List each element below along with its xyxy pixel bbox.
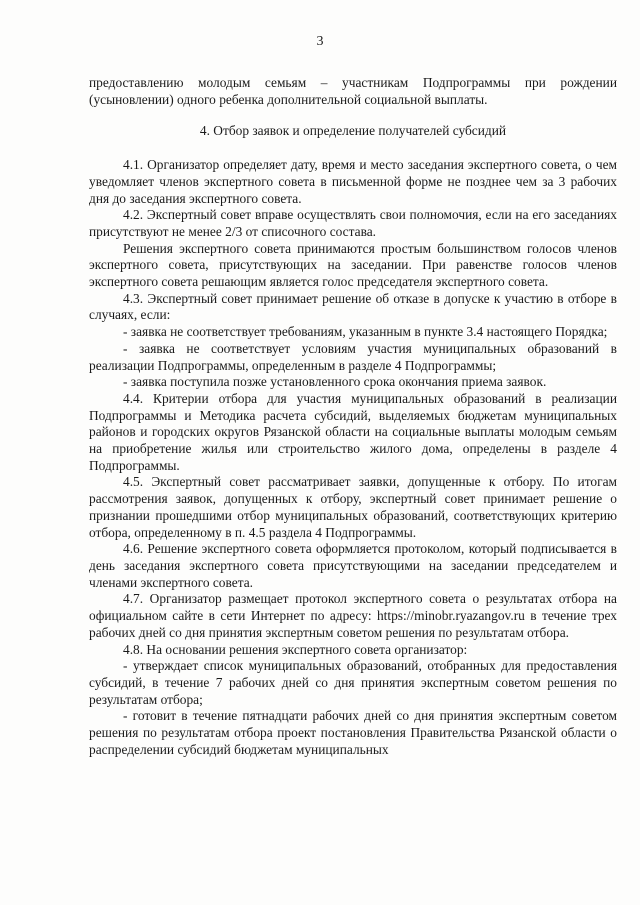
paragraph-4-3: 4.3. Экспертный совет принимает решение об отказе в допуске к участию в отборе в случаях, если: [89, 290, 617, 323]
paragraph-4-1: 4.1. Организатор определяет дату, время и место заседания экспертного совета, о чем уведомляет членов экспертного совета в письменной форме не позднее чем за 3 рабочих дня до заседания экспертного совета. [89, 157, 617, 206]
paragraph-4-2: 4.2. Экспертный совет вправе осуществлять свои полномочия, если на его заседаниях присутствуют не менее 2/3 от списочного состава. [89, 207, 617, 239]
list-item-refusal-1: - заявка не соответствует требованиям, указанным в пункте 3.4 настоящего Порядка; [123, 324, 608, 340]
list-item-refusal-2: - заявка не соответствует условиям участия муниципальных образований в реализации Подпрограммы, определенным в разделе 4 Подпрограммы; [89, 340, 617, 373]
paragraph-4-6: 4.6. Решение экспертного совета оформляется протоколом, который подписывается в день заседания экспертного совета присутствующими на заседании председателем и членами экспертного совета. [89, 541, 617, 590]
paragraph-4-7: 4.7. Организатор размещает протокол экспертного совета о результатах отбора на официальном сайте в сети Интернет по адресу: https://minobr.ryazangov.ru в течение трех рабочих дней со дня принятия экспертным советом решения по результатам отбора. [89, 591, 617, 640]
list-item-organizer-2: - готовит в течение пятнадцати рабочих дней со дня принятия экспертным советом решения по результатам отбора проект постановления Правительства Рязанской области о распределении субсидий бюджетам муниципальных [89, 708, 617, 757]
document-body [89, 75, 617, 758]
list-item-organizer-1: - утверждает список муниципальных образований, отобранных для предоставления субсидий, в течение 7 рабочих дней со дня принятия экспертным советом решения по результатам отбора; [89, 658, 617, 707]
paragraph-decisions: Решения экспертного совета принимаются простым большинством голосов членов экспертного совета, присутствующих на заседании. При равенстве голосов членов экспертного совета решающим является голос председателя экспертного совета. [89, 240, 617, 290]
page-number: 3 [316, 34, 324, 49]
intro-paragraph: предоставлению молодым семьям – участникам Подпрограммы при рождении (усыновлении) одного ребенка дополнительной социальной выплаты. [89, 75, 617, 107]
list-item-refusal-3: - заявка поступила позже установленного срока окончания приема заявок. [123, 374, 547, 390]
paragraph-4-5: 4.5. Экспертный совет рассматривает заявки, допущенные к отбору. По итогам рассмотрения заявок, допущенных к отбору, экспертный совет принимает решение о признании прошедшими отбор муниципальных образований, соответствующих критерию отбора, определенному в п. 4.5 раздела 4 Подпрограммы. [89, 474, 617, 540]
paragraph-4-4: 4.4. Критерии отбора для участия муниципальных образований в реализации Подпрограммы и Методика расчета субсидий, выделяемых бюджетам муниципальных районов и городских округов Рязанской области на социальные выплаты молодым семьям на приобретение жилья или строительство жилого дома, определены в разделе 4 Подпрограммы. [89, 390, 617, 473]
paragraph-4-8: 4.8. На основании решения экспертного совета организатор: [123, 641, 468, 657]
section-heading: 4. Отбор заявок и определение получателей субсидий [199, 123, 507, 139]
